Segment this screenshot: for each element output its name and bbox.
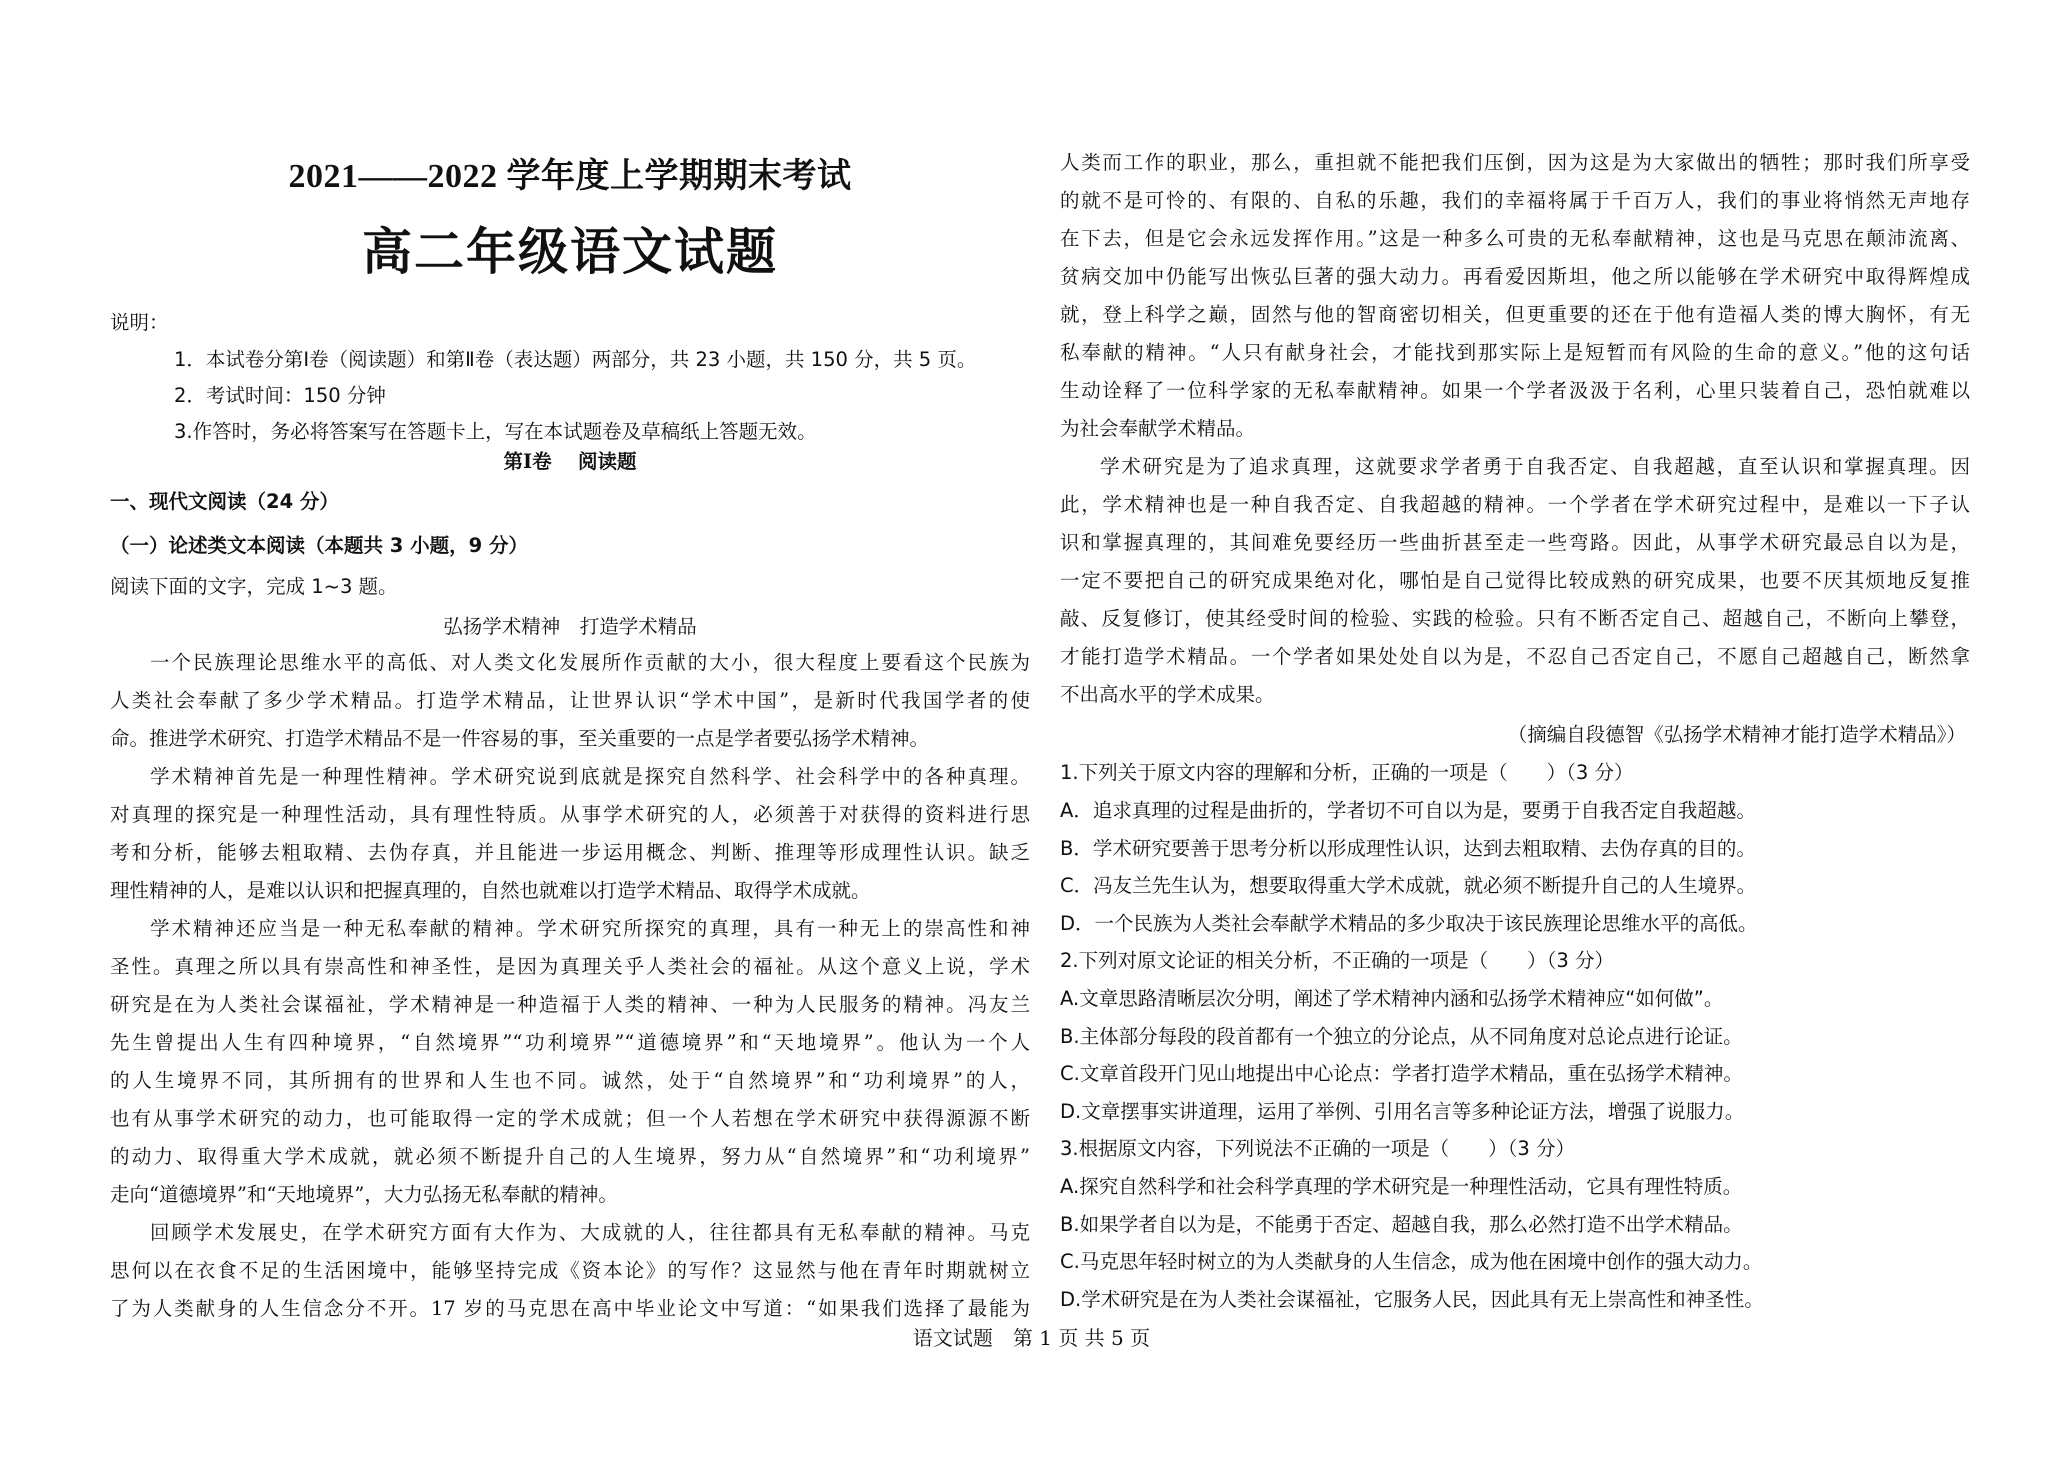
article-line: 命。推进学术研究、打造学术精品不是一件容易的事，至关重要的一点是学者要弘扬学术精神。 xyxy=(110,727,930,750)
article-line: 贫病交加中仍能写出恢弘巨著的强大动力。再看爱因斯坦，他之所以能够在学术研究中取得辉煌成 xyxy=(1060,265,1970,288)
article-line: 学术研究是为了追求真理，这就要求学者勇于自我否定、自我超越，直至认识和掌握真理。因 xyxy=(1100,455,1970,478)
question-option: B．学术研究要善于思考分析以形成理性认识，达到去粗取精、去伪存真的目的。 xyxy=(1060,837,1756,860)
instruction-item: 1．本试卷分第Ⅰ卷（阅读题）和第Ⅱ卷（表达题）两部分，共 23 小题，共 150 分，共 5 页。 xyxy=(174,348,977,371)
question-option: C.文章首段开门见山地提出中心论点：学者打造学术精品，重在弘扬学术精神。 xyxy=(1060,1062,1743,1085)
article-line: 走向“道德境界”和“天地境界”，大力弘扬无私奉献的精神。 xyxy=(110,1183,618,1206)
question-stem: 2.下列对原文论证的相关分析，不正确的一项是（ ）（3 分） xyxy=(1060,949,1614,972)
question-option: C．冯友兰先生认为，想要取得重大学术成就，就必须不断提升自己的人生境界。 xyxy=(1060,874,1757,897)
article-line: 回顾学术发展史，在学术研究方面有大作为、大成就的人，往往都具有无私奉献的精神。马克 xyxy=(150,1221,1030,1244)
instructions-label: 说明： xyxy=(110,311,169,334)
reading-directive: 阅读下面的文字，完成 1~3 题。 xyxy=(110,575,398,598)
article-line: 学术精神首先是一种理性精神。学术研究说到底就是探究自然科学、社会科学中的各种真理。 xyxy=(150,765,1030,788)
article-line: 就，登上科学之巅，固然与他的智商密切相关，但更重要的还在于他有造福人类的博大胸怀，有无 xyxy=(1060,303,1970,326)
article-title: 弘扬学术精神 打造学术精品 xyxy=(443,615,697,638)
article-line: 才能打造学术精品。一个学者如果处处自以为是，不忍自己否定自己，不愿自己超越自己，断然拿 xyxy=(1060,645,1970,668)
article-line: 敲、反复修订，使其经受时间的检验、实践的检验。只有不断否定自己、超越自己，不断向上攀登， xyxy=(1060,607,1970,630)
instruction-item: 2．考试时间：150 分钟 xyxy=(174,384,386,407)
article-line: 理性精神的人，是难以认识和把握真理的，自然也就难以打造学术精品、取得学术成就。 xyxy=(110,879,871,902)
sub-section-title: （一）论述类文本阅读（本题共 3 小题，9 分） xyxy=(110,534,529,557)
article-line: 不出高水平的学术成果。 xyxy=(1060,683,1275,706)
instruction-item: 3.作答时，务必将答案写在答题卡上，写在本试题卷及草稿纸上答题无效。 xyxy=(174,420,817,443)
article-line: 私奉献的精神。“人只有献身社会，才能找到那实际上是短暂而有风险的生命的意义。”他的这句话 xyxy=(1060,341,1970,364)
question-option: D．一个民族为人类社会奉献学术精品的多少取决于该民族理论思维水平的高低。 xyxy=(1060,912,1758,935)
article-source: （摘编自段德智《弘扬学术精神才能打造学术精品》） xyxy=(1507,723,1966,746)
question-option: D.学术研究是在为人类社会谋福祉，它服务人民，因此具有无上崇高性和神圣性。 xyxy=(1060,1288,1764,1311)
article-line: 的就不是可怜的、有限的、自私的乐趣，我们的幸福将属于千百万人，我们的事业将悄然无声地存 xyxy=(1060,189,1970,212)
article-line: 为社会奉献学术精品。 xyxy=(1060,417,1256,440)
article-line: 的人生境界不同，其所拥有的世界和人生也不同。诚然，处于“自然境界”和“功利境界”的人， xyxy=(110,1069,1030,1092)
question-stem: 3.根据原文内容，下列说法不正确的一项是（ ）（3 分） xyxy=(1060,1137,1575,1160)
article-line: 研究是在为人类社会谋福祉，学术精神是一种造福于人类的精神、一种为人民服务的精神。冯友兰 xyxy=(110,993,1030,1016)
article-line: 圣性。真理之所以具有崇高性和神圣性，是因为真理关乎人类社会的福祉。从这个意义上说，学术 xyxy=(110,955,1030,978)
article-line: 一定不要把自己的研究成果绝对化，哪怕是自己觉得比较成熟的研究成果，也要不厌其烦地反复推 xyxy=(1060,569,1970,592)
exam-main-title: 高二年级语文试题 xyxy=(362,222,778,281)
article-line: 思何以在衣食不足的生活困境中，能够坚持完成《资本论》的写作？这显然与他在青年时期就树立 xyxy=(110,1259,1030,1282)
article-line: 一个民族理论思维水平的高低、对人类文化发展所作贡献的大小，很大程度上要看这个民族为 xyxy=(150,651,1030,674)
article-line: 的动力、取得重大学术成就，就必须不断提升自己的人生境界，努力从“自然境界”和“功利境界” xyxy=(110,1145,1030,1168)
article-line: 考和分析，能够去粗取精、去伪存真，并且能进一步运用概念、判断、推理等形成理性认识。缺乏 xyxy=(110,841,1030,864)
question-stem: 1.下列关于原文内容的理解和分析，正确的一项是（ ）（3 分） xyxy=(1060,761,1634,784)
question-option: A.文章思路清晰层次分明，阐述了学术精神内涵和弘扬学术精神应“如何做”。 xyxy=(1060,987,1724,1010)
article-line: 先生曾提出人生有四种境界，“自然境界”“功利境界”“道德境界”和“天地境界”。他认为一个人 xyxy=(110,1031,1030,1054)
question-option: A．追求真理的过程是曲折的，学者切不可自以为是，要勇于自我否定自我超越。 xyxy=(1060,799,1756,822)
question-option: A.探究自然科学和社会科学真理的学术研究是一种理性活动，它具有理性特质。 xyxy=(1060,1175,1743,1198)
question-option: C.马克思年轻时树立的为人类献身的人生信念，成为他在困境中创作的强大动力。 xyxy=(1060,1250,1763,1273)
article-line: 人类而工作的职业，那么，重担就不能把我们压倒，因为这是为大家做出的牺牲；那时我们所享受 xyxy=(1060,151,1970,174)
article-line: 生动诠释了一位科学家的无私奉献精神。如果一个学者汲汲于名利，心里只装着自己，恐怕就难以 xyxy=(1060,379,1970,402)
article-line: 在下去，但是它会永远发挥作用。”这是一种多么可贵的无私奉献精神，这也是马克思在颠沛流离、 xyxy=(1060,227,1970,250)
article-line: 了为人类献身的人生信念分不开。17 岁的马克思在高中毕业论文中写道：“如果我们选择了最能为 xyxy=(110,1297,1030,1320)
question-option: B.如果学者自以为是，不能勇于否定、超越自我，那么必然打造不出学术精品。 xyxy=(1060,1213,1743,1236)
article-line: 人类社会奉献了多少学术精品。打造学术精品，让世界认识“学术中国”，是新时代我国学者的使 xyxy=(110,689,1030,712)
question-option: D.文章摆事实讲道理，运用了举例、引用名言等多种论证方法，增强了说服力。 xyxy=(1060,1100,1745,1123)
article-line: 此，学术精神也是一种自我否定、自我超越的精神。一个学者在学术研究过程中，是难以一下子认 xyxy=(1060,493,1970,516)
article-line: 学术精神还应当是一种无私奉献的精神。学术研究所探究的真理，具有一种无上的崇高性和神 xyxy=(150,917,1030,940)
volume-title: 第Ⅰ卷 阅读题 xyxy=(503,450,637,473)
question-option: B.主体部分每段的段首都有一个独立的分论点，从不同角度对总论点进行论证。 xyxy=(1060,1025,1743,1048)
page-footer: 语文试题 第 1 页 共 5 页 xyxy=(912,1326,1151,1350)
part-title: 一、现代文阅读（24 分） xyxy=(110,490,339,513)
article-line: 也有从事学术研究的动力，也可能取得一定的学术成就；但一个人若想在学术研究中获得源源不断 xyxy=(110,1107,1030,1130)
article-line: 对真理的探究是一种理性活动，具有理性特质。从事学术研究的人，必须善于对获得的资料进行思 xyxy=(110,803,1030,826)
exam-year-title: 2021——2022 学年度上学期期末考试 xyxy=(288,158,852,195)
article-line: 识和掌握真理的，其间难免要经历一些曲折甚至走一些弯路。因此，从事学术研究最忌自以为是， xyxy=(1060,531,1970,554)
